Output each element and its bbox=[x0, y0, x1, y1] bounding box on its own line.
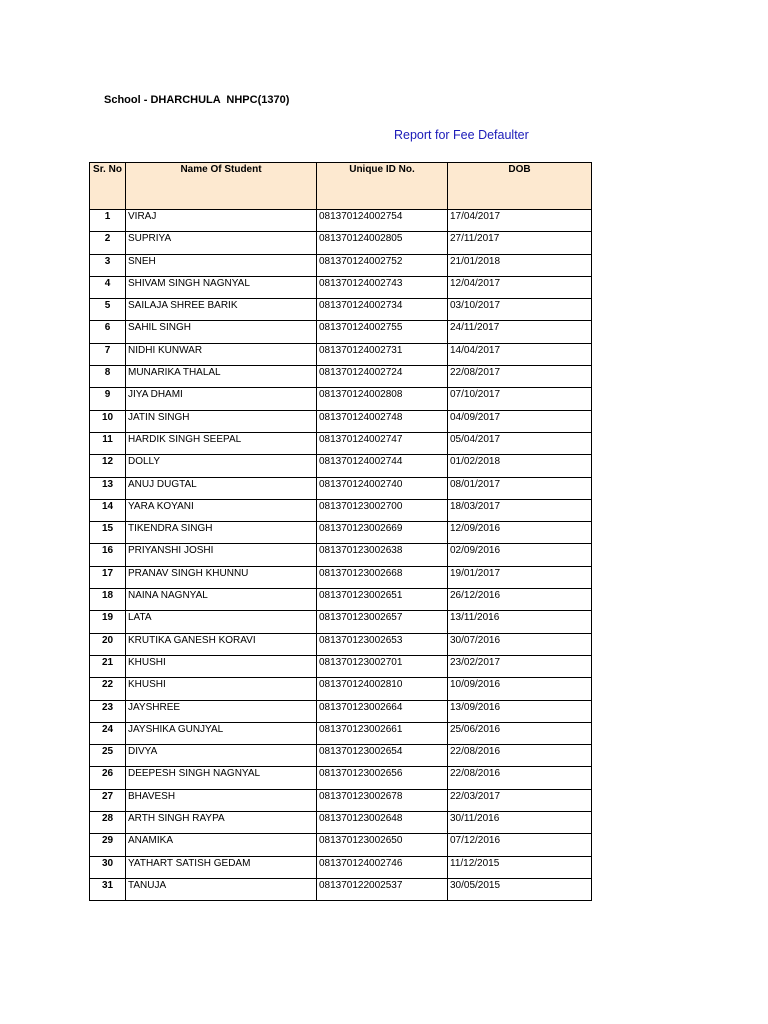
dob-cell: 22/08/2016 bbox=[448, 745, 592, 767]
student-name-cell: KHUSHI bbox=[126, 678, 317, 700]
student-name-cell: SAHIL SINGH bbox=[126, 321, 317, 343]
student-name-cell: KHUSHI bbox=[126, 655, 317, 677]
sr-no-cell: 23 bbox=[90, 700, 126, 722]
dob-cell: 30/05/2015 bbox=[448, 878, 592, 900]
table-row bbox=[90, 232, 592, 254]
sr-no-cell: 19 bbox=[90, 611, 126, 633]
student-name-cell: YATHART SATISH GEDAM bbox=[126, 856, 317, 878]
sr-no-cell: 8 bbox=[90, 366, 126, 388]
dob-cell: 22/03/2017 bbox=[448, 789, 592, 811]
unique-id-cell: 081370123002656 bbox=[317, 767, 448, 789]
sr-no-cell: 14 bbox=[90, 499, 126, 521]
unique-id-cell: 081370123002650 bbox=[317, 834, 448, 856]
student-name-cell: SAILAJA SHREE BARIK bbox=[126, 299, 317, 321]
table-row bbox=[90, 276, 592, 298]
dob-cell: 07/12/2016 bbox=[448, 834, 592, 856]
student-name-cell: DIVYA bbox=[126, 745, 317, 767]
dob-cell: 04/09/2017 bbox=[448, 410, 592, 432]
unique-id-cell: 081370124002752 bbox=[317, 254, 448, 276]
sr-no-cell: 7 bbox=[90, 343, 126, 365]
table-row bbox=[90, 477, 592, 499]
table-row bbox=[90, 388, 592, 410]
sr-no-cell: 16 bbox=[90, 544, 126, 566]
table-row bbox=[90, 611, 592, 633]
student-name-cell: PRIYANSHI JOSHI bbox=[126, 544, 317, 566]
dob-cell: 12/09/2016 bbox=[448, 522, 592, 544]
table-row bbox=[90, 633, 592, 655]
sr-no-cell: 29 bbox=[90, 834, 126, 856]
table-row bbox=[90, 432, 592, 454]
sr-no-cell: 3 bbox=[90, 254, 126, 276]
table-row bbox=[90, 878, 592, 900]
unique-id-cell: 081370124002755 bbox=[317, 321, 448, 343]
sr-no-cell: 18 bbox=[90, 589, 126, 611]
table-row bbox=[90, 745, 592, 767]
student-name-cell: LATA bbox=[126, 611, 317, 633]
unique-id-cell: 081370124002724 bbox=[317, 366, 448, 388]
dob-cell: 21/01/2018 bbox=[448, 254, 592, 276]
student-name-cell: SUPRIYA bbox=[126, 232, 317, 254]
unique-id-cell: 081370123002668 bbox=[317, 566, 448, 588]
sr-no-cell: 17 bbox=[90, 566, 126, 588]
dob-cell: 22/08/2016 bbox=[448, 767, 592, 789]
sr-no-cell: 1 bbox=[90, 210, 126, 232]
table-row bbox=[90, 655, 592, 677]
dob-cell: 19/01/2017 bbox=[448, 566, 592, 588]
table-row bbox=[90, 678, 592, 700]
dob-cell: 03/10/2017 bbox=[448, 299, 592, 321]
unique-id-cell: 081370123002657 bbox=[317, 611, 448, 633]
student-name-cell: NIDHI KUNWAR bbox=[126, 343, 317, 365]
unique-id-cell: 081370123002701 bbox=[317, 655, 448, 677]
sr-no-cell: 22 bbox=[90, 678, 126, 700]
unique-id-cell: 081370124002805 bbox=[317, 232, 448, 254]
dob-cell: 18/03/2017 bbox=[448, 499, 592, 521]
dob-cell: 30/11/2016 bbox=[448, 812, 592, 834]
sr-no-cell: 31 bbox=[90, 878, 126, 900]
unique-id-cell: 081370123002664 bbox=[317, 700, 448, 722]
unique-id-cell: 081370123002638 bbox=[317, 544, 448, 566]
unique-id-cell: 081370123002651 bbox=[317, 589, 448, 611]
report-title: Report for Fee Defaulter bbox=[394, 128, 529, 142]
table-row bbox=[90, 566, 592, 588]
dob-cell: 25/06/2016 bbox=[448, 722, 592, 744]
sr-no-cell: 27 bbox=[90, 789, 126, 811]
student-name-cell: ANAMIKA bbox=[126, 834, 317, 856]
unique-id-cell: 081370124002810 bbox=[317, 678, 448, 700]
sr-no-cell: 28 bbox=[90, 812, 126, 834]
unique-id-cell: 081370123002648 bbox=[317, 812, 448, 834]
dob-cell: 13/09/2016 bbox=[448, 700, 592, 722]
unique-id-cell: 081370123002700 bbox=[317, 499, 448, 521]
unique-id-cell: 081370123002654 bbox=[317, 745, 448, 767]
unique-id-cell: 081370124002746 bbox=[317, 856, 448, 878]
sr-no-cell: 20 bbox=[90, 633, 126, 655]
column-header-dob: DOB bbox=[448, 163, 592, 210]
table-row bbox=[90, 544, 592, 566]
student-name-cell: TANUJA bbox=[126, 878, 317, 900]
table-row bbox=[90, 789, 592, 811]
unique-id-cell: 081370124002734 bbox=[317, 299, 448, 321]
sr-no-cell: 15 bbox=[90, 522, 126, 544]
dob-cell: 08/01/2017 bbox=[448, 477, 592, 499]
dob-cell: 26/12/2016 bbox=[448, 589, 592, 611]
dob-cell: 11/12/2015 bbox=[448, 856, 592, 878]
dob-cell: 30/07/2016 bbox=[448, 633, 592, 655]
student-name-cell: JAYSHREE bbox=[126, 700, 317, 722]
student-name-cell: HARDIK SINGH SEEPAL bbox=[126, 432, 317, 454]
table-row bbox=[90, 700, 592, 722]
student-name-cell: VIRAJ bbox=[126, 210, 317, 232]
table-row bbox=[90, 499, 592, 521]
sr-no-cell: 9 bbox=[90, 388, 126, 410]
student-name-cell: DEEPESH SINGH NAGNYAL bbox=[126, 767, 317, 789]
student-name-cell: ARTH SINGH RAYPA bbox=[126, 812, 317, 834]
dob-cell: 27/11/2017 bbox=[448, 232, 592, 254]
table-row bbox=[90, 410, 592, 432]
table-row bbox=[90, 522, 592, 544]
dob-cell: 24/11/2017 bbox=[448, 321, 592, 343]
unique-id-cell: 081370123002653 bbox=[317, 633, 448, 655]
fee-defaulter-table bbox=[89, 162, 592, 901]
table-row bbox=[90, 455, 592, 477]
table-row bbox=[90, 210, 592, 232]
table-row bbox=[90, 767, 592, 789]
unique-id-cell: 081370124002744 bbox=[317, 455, 448, 477]
dob-cell: 17/04/2017 bbox=[448, 210, 592, 232]
student-name-cell: PRANAV SINGH KHUNNU bbox=[126, 566, 317, 588]
dob-cell: 07/10/2017 bbox=[448, 388, 592, 410]
student-name-cell: NAINA NAGNYAL bbox=[126, 589, 317, 611]
sr-no-cell: 26 bbox=[90, 767, 126, 789]
unique-id-cell: 081370124002731 bbox=[317, 343, 448, 365]
table-row bbox=[90, 321, 592, 343]
sr-no-cell: 11 bbox=[90, 432, 126, 454]
sr-no-cell: 2 bbox=[90, 232, 126, 254]
student-name-cell: JATIN SINGH bbox=[126, 410, 317, 432]
table-header-row bbox=[90, 163, 592, 210]
dob-cell: 05/04/2017 bbox=[448, 432, 592, 454]
school-name: School - DHARCHULA NHPC(1370) bbox=[104, 94, 290, 106]
unique-id-cell: 081370123002669 bbox=[317, 522, 448, 544]
sr-no-cell: 24 bbox=[90, 722, 126, 744]
sr-no-cell: 5 bbox=[90, 299, 126, 321]
student-name-cell: JIYA DHAMI bbox=[126, 388, 317, 410]
student-name-cell: JAYSHIKA GUNJYAL bbox=[126, 722, 317, 744]
dob-cell: 01/02/2018 bbox=[448, 455, 592, 477]
student-name-cell: SHIVAM SINGH NAGNYAL bbox=[126, 276, 317, 298]
student-name-cell: KRUTIKA GANESH KORAVI bbox=[126, 633, 317, 655]
unique-id-cell: 081370123002678 bbox=[317, 789, 448, 811]
unique-id-cell: 081370124002743 bbox=[317, 276, 448, 298]
dob-cell: 12/04/2017 bbox=[448, 276, 592, 298]
student-name-cell: SNEH bbox=[126, 254, 317, 276]
dob-cell: 22/08/2017 bbox=[448, 366, 592, 388]
table-row bbox=[90, 299, 592, 321]
unique-id-cell: 081370124002740 bbox=[317, 477, 448, 499]
dob-cell: 02/09/2016 bbox=[448, 544, 592, 566]
sr-no-cell: 30 bbox=[90, 856, 126, 878]
unique-id-cell: 081370122002537 bbox=[317, 878, 448, 900]
table-row bbox=[90, 254, 592, 276]
column-header-student-name: Name Of Student bbox=[126, 163, 317, 210]
student-name-cell: BHAVESH bbox=[126, 789, 317, 811]
dob-cell: 13/11/2016 bbox=[448, 611, 592, 633]
table-row bbox=[90, 834, 592, 856]
unique-id-cell: 081370124002808 bbox=[317, 388, 448, 410]
table-row bbox=[90, 856, 592, 878]
sr-no-cell: 21 bbox=[90, 655, 126, 677]
sr-no-cell: 25 bbox=[90, 745, 126, 767]
unique-id-cell: 081370123002661 bbox=[317, 722, 448, 744]
table-row bbox=[90, 366, 592, 388]
dob-cell: 10/09/2016 bbox=[448, 678, 592, 700]
sr-no-cell: 4 bbox=[90, 276, 126, 298]
student-name-cell: ANUJ DUGTAL bbox=[126, 477, 317, 499]
student-name-cell: DOLLY bbox=[126, 455, 317, 477]
sr-no-cell: 6 bbox=[90, 321, 126, 343]
sr-no-cell: 13 bbox=[90, 477, 126, 499]
unique-id-cell: 081370124002747 bbox=[317, 432, 448, 454]
column-header-unique-id: Unique ID No. bbox=[317, 163, 448, 210]
table-row bbox=[90, 722, 592, 744]
sr-no-cell: 10 bbox=[90, 410, 126, 432]
column-header-sr-no: Sr. No bbox=[90, 163, 126, 210]
student-name-cell: YARA KOYANI bbox=[126, 499, 317, 521]
student-name-cell: MUNARIKA THALAL bbox=[126, 366, 317, 388]
table-row bbox=[90, 343, 592, 365]
dob-cell: 14/04/2017 bbox=[448, 343, 592, 365]
dob-cell: 23/02/2017 bbox=[448, 655, 592, 677]
unique-id-cell: 081370124002748 bbox=[317, 410, 448, 432]
sr-no-cell: 12 bbox=[90, 455, 126, 477]
table-row bbox=[90, 812, 592, 834]
table-body bbox=[90, 210, 592, 901]
unique-id-cell: 081370124002754 bbox=[317, 210, 448, 232]
student-name-cell: TIKENDRA SINGH bbox=[126, 522, 317, 544]
table-row bbox=[90, 589, 592, 611]
